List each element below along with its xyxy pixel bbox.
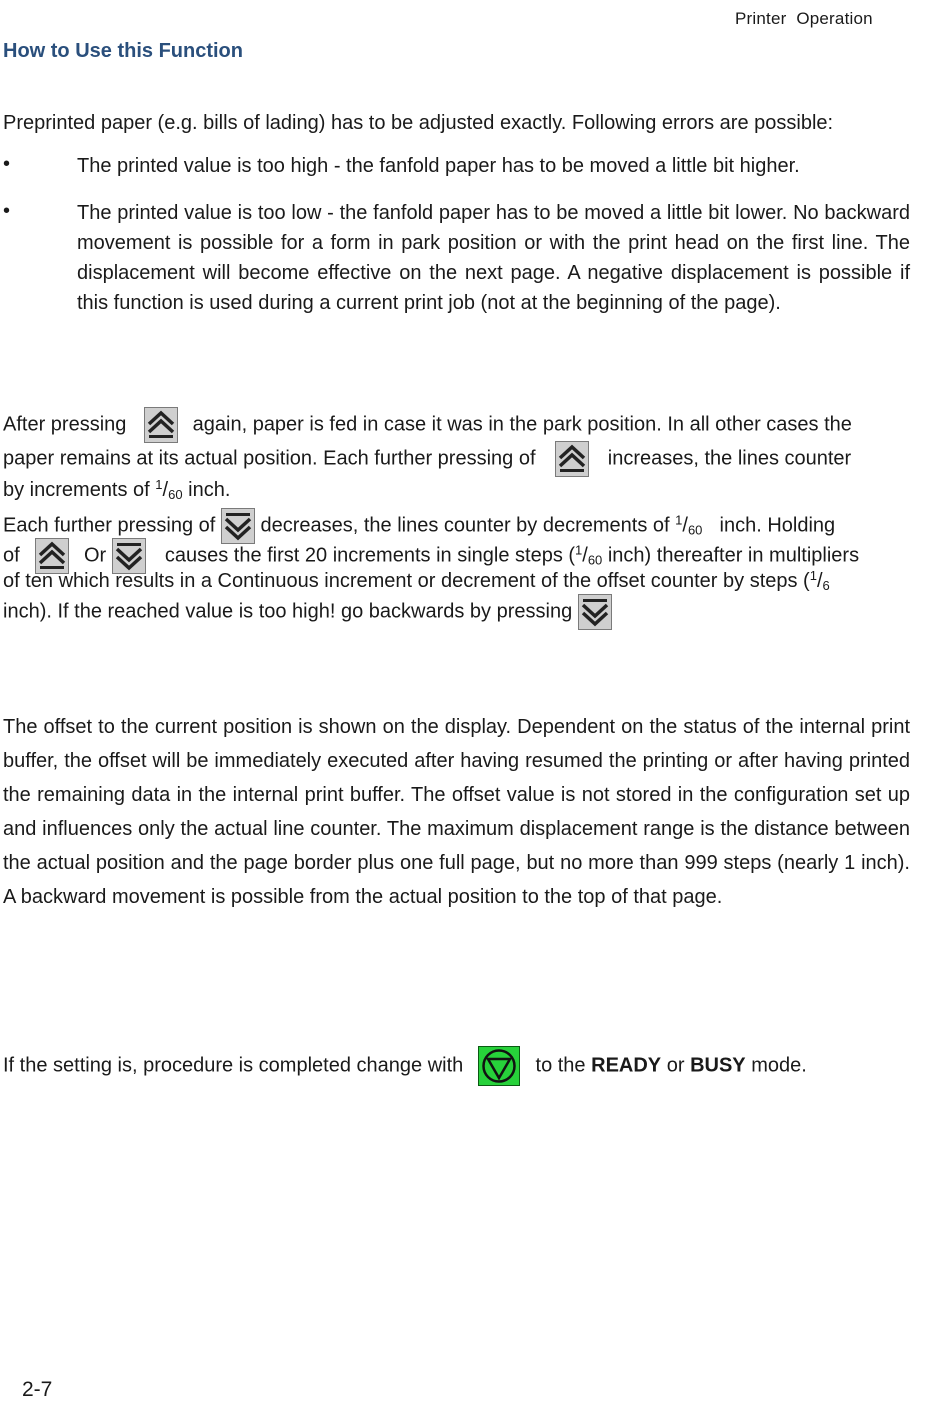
p3-text: Each further pressing of: [3, 514, 216, 537]
offset-paragraph: The offset to the current position is shown on the display. Dependent on the status of the internal print buffer, the offset will be immediately executed after having resumed the printing or after having printed the remaining data in the internal print buffer. The offset value is not stored in the configuration set up and influences only the actual line counter. The maximum displacement range is the distance between the actual position and the page border plus one full page, but no more than 999 steps (nearly 1 inch). A backward movement is possible from the actual position to the top of that page.: [3, 716, 910, 908]
section-heading: How to Use this Function: [3, 40, 243, 62]
fraction-slash: /: [682, 514, 688, 537]
fraction-numerator: 1: [675, 512, 683, 528]
p3-line-4: [3, 594, 910, 630]
fraction-slash: /: [816, 570, 823, 592]
bullet-item-1: The printed value is too high - the fanfold paper has to be moved a little bit higher.: [77, 155, 800, 177]
p2-text: inch.: [188, 479, 231, 501]
fraction-denominator: 60: [687, 522, 703, 538]
completion-line: [3, 1046, 910, 1086]
fraction-denominator: 60: [587, 552, 603, 568]
page-number: 2-7: [22, 1378, 53, 1401]
p2-text: again, paper is fed in case it was in the park position. In all other cases the: [192, 413, 852, 436]
busy-mode-label: BUSY: [690, 1054, 746, 1077]
p3-text: decreases, the lines counter by decrements of: [260, 514, 670, 537]
p2-text: paper remains at its actual position. Each further pressing of: [3, 447, 536, 470]
p3-text: inch). If the reached value is too high! go backwards by pressing: [3, 600, 573, 623]
running-header: Printer Operation: [735, 9, 873, 28]
p3-text: inch) thereafter in multipliers: [607, 544, 860, 567]
completion-text: If the setting is, procedure is completed change with: [3, 1054, 464, 1077]
ready-mode-label: READY: [591, 1054, 662, 1077]
p3-text: causes the first 20 increments in single steps (: [164, 544, 576, 567]
p2-text: by increments of: [3, 479, 150, 501]
p3-text: Or: [83, 544, 107, 567]
p2-line-2: [3, 441, 910, 477]
fraction-numerator: 1: [575, 542, 583, 558]
p2-text: increases, the lines counter: [607, 447, 852, 470]
completion-text: mode.: [751, 1054, 807, 1077]
p2-line-3: [3, 477, 910, 502]
completion-text: or: [666, 1054, 685, 1077]
chevron-down-icon: [578, 594, 612, 630]
fraction-numerator: 1: [155, 477, 163, 492]
p3-text: of ten which results in a Continuous increment or decrement of the offset counter by steps (: [3, 570, 810, 592]
fraction-numerator: 1: [809, 568, 817, 583]
chevron-up-icon: [144, 407, 178, 443]
fraction-slash: /: [582, 544, 588, 567]
p2-line-1: [3, 407, 910, 443]
p3-text: of: [3, 544, 20, 567]
fraction-denominator: 60: [168, 487, 183, 502]
bullet-marker: •: [3, 153, 11, 175]
fraction-slash: /: [162, 479, 169, 501]
p3-line-3: [3, 568, 910, 593]
p3-text: inch. Holding: [719, 514, 836, 537]
completion-text: to the: [535, 1054, 586, 1077]
chevron-up-icon: [555, 441, 589, 477]
bullet-marker: •: [3, 200, 11, 222]
green-stop-icon: [478, 1046, 520, 1086]
bullet-item-2: The printed value is too low - the fanfold paper has to be moved a little bit lower. No backward movement is possible for a form in park position or with the print head on the first line. The displacement will become effective on the next page. A negative displacement is possible if this function is used during a current print job (not at the beginning of the page).: [77, 202, 910, 314]
intro-paragraph: Preprinted paper (e.g. bills of lading) has to be adjusted exactly. Following errors are possible:: [3, 112, 834, 134]
fraction-denominator: 6: [822, 578, 830, 593]
p2-text: After pressing: [3, 413, 127, 436]
